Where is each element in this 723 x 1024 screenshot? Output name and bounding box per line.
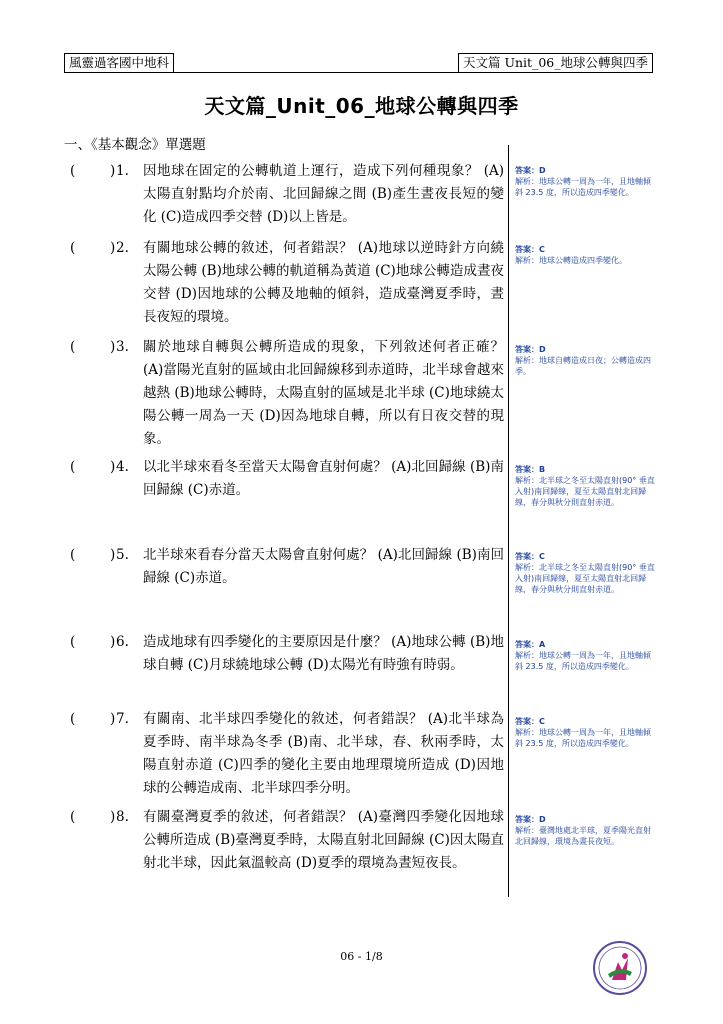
- answer-label: 答案：C: [515, 245, 545, 254]
- page-number: 06 - 1/8: [340, 950, 383, 963]
- question-text: 有關臺灣夏季的敘述，何者錯誤？ (A)臺灣四季變化因地球公轉所造成 (B)臺灣夏季時，太陽直射北回歸線 (C)因太陽直射北半球，因此氣溫較高 (D)夏季的環境為晝短夜長。: [143, 809, 504, 871]
- answer-label: 答案：D: [515, 815, 546, 824]
- analysis-text: 解析：地球公轉一周為一年，且地軸傾斜 23.5 度，所以造成四季變化。: [515, 728, 651, 748]
- question-number: 8.: [116, 809, 129, 825]
- answer-note-3: [515, 344, 655, 377]
- answer-paren-open[interactable]: (: [70, 240, 76, 256]
- question-5: [64, 544, 504, 590]
- answer-paren-close: ): [110, 459, 116, 475]
- question-text: 關於地球自轉與公轉所造成的現象，下列敘述何者正確？ (A)當陽光直射的區域由北回歸線移到赤道時，北半球會越來越熱 (B)地球公轉時，太陽直射的區域是北半球 (C)地球繞太陽公轉一周為一天 (D)因為地球自轉，所以有日夜交替的現象。: [143, 339, 504, 447]
- question-8: [64, 806, 504, 875]
- answer-label: 答案：D: [515, 345, 546, 354]
- question-text: 因地球在固定的公轉軌道上運行，造成下列何種現象？ (A)太陽直射點均介於南、北回歸線之間 (B)產生晝夜長短的變化 (C)造成四季交替 (D)以上皆是。: [143, 163, 504, 225]
- answer-label: 答案：D: [515, 166, 546, 175]
- answer-paren-open[interactable]: (: [70, 547, 76, 563]
- answer-note-7: [515, 716, 655, 749]
- answer-paren-open[interactable]: (: [70, 459, 76, 475]
- analysis-text: 解析：地球自轉造成日夜；公轉造成四季。: [515, 356, 651, 376]
- answer-paren-close: ): [110, 339, 116, 355]
- analysis-text: 解析：地球公轉造成四季變化。: [515, 256, 627, 265]
- question-1: [64, 160, 504, 229]
- question-number: 5.: [116, 547, 129, 563]
- answer-paren-close: ): [110, 547, 116, 563]
- answer-label: 答案：B: [515, 465, 546, 474]
- school-seal-logo-icon: [592, 940, 648, 996]
- question-number: 2.: [116, 240, 129, 256]
- header-divider: [64, 72, 653, 73]
- answer-paren-open[interactable]: (: [70, 711, 76, 727]
- section-heading: 一、《基本觀念》單選題: [64, 137, 206, 153]
- header-right: 天文篇 Unit_06_地球公轉與四季: [458, 53, 653, 73]
- answer-note-4: [515, 464, 655, 508]
- question-number: 4.: [116, 459, 129, 475]
- question-4: [64, 456, 504, 502]
- question-7: [64, 708, 504, 800]
- answer-note-6: [515, 639, 655, 672]
- answer-column-divider: [508, 145, 509, 897]
- question-text: 北半球來看春分當天太陽會直射何處？ (A)北回歸線 (B)南回歸線 (C)赤道。: [143, 547, 504, 586]
- answer-note-2: [515, 244, 655, 266]
- question-number: 1.: [116, 163, 129, 179]
- answer-label: 答案：C: [515, 552, 545, 561]
- question-number: 7.: [116, 711, 129, 727]
- question-6: [64, 631, 504, 677]
- question-text: 有關地球公轉的敘述，何者錯誤？ (A)地球以逆時針方向繞太陽公轉 (B)地球公轉的軌道稱為黃道 (C)地球公轉造成晝夜交替 (D)因地球的公轉及地軸的傾斜，造成臺灣夏季時，晝長夜短的環境。: [143, 240, 504, 325]
- answer-note-5: [515, 551, 655, 595]
- answer-paren-close: ): [110, 711, 116, 727]
- answer-note-1: [515, 165, 655, 198]
- header-left: 風靈過客國中地科: [64, 53, 174, 73]
- answer-paren-close: ): [110, 634, 116, 650]
- question-number: 3.: [116, 339, 129, 355]
- page-title: 天文篇_Unit_06_地球公轉與四季: [204, 94, 519, 118]
- answer-paren-open[interactable]: (: [70, 163, 76, 179]
- analysis-text: 解析：地球公轉一周為一年，且地軸傾斜 23.5 度，所以造成四季變化。: [515, 177, 651, 197]
- answer-label: 答案：C: [515, 717, 545, 726]
- answer-paren-close: ): [110, 163, 116, 179]
- analysis-text: 解析：北半球之冬至太陽直射(90° 垂直入射)南回歸線，夏至太陽直射北回歸線，春分與秋分則直射赤道。: [515, 563, 655, 594]
- analysis-text: 解析：北半球之冬至太陽直射(90° 垂直入射)南回歸線，夏至太陽直射北回歸線，春分與秋分則直射赤道。: [515, 476, 655, 507]
- question-text: 以北半球來看冬至當天太陽會直射何處？ (A)北回歸線 (B)南回歸線 (C)赤道。: [143, 459, 504, 498]
- answer-note-8: [515, 814, 655, 847]
- question-text: 造成地球有四季變化的主要原因是什麼？ (A)地球公轉 (B)地球自轉 (C)月球繞地球公轉 (D)太陽光有時強有時弱。: [143, 634, 504, 673]
- analysis-text: 解析：臺灣地處北半球，夏季陽光直射北回歸線，環境為晝長夜短。: [515, 826, 651, 846]
- answer-label: 答案：A: [515, 640, 546, 649]
- analysis-text: 解析：地球公轉一周為一年，且地軸傾斜 23.5 度，所以造成四季變化。: [515, 651, 651, 671]
- question-text: 有關南、北半球四季變化的敘述，何者錯誤？ (A)北半球為夏季時、南半球為冬季 (B)南、北半球，春、秋兩季時，太陽直射赤道 (C)四季的變化主要由地理環境所造成 (D)因地球的公轉造成南、北半球四季分明。: [143, 711, 504, 796]
- question-2: [64, 237, 504, 329]
- question-3: [64, 336, 504, 451]
- answer-paren-close: ): [110, 809, 116, 825]
- answer-paren-close: ): [110, 240, 116, 256]
- answer-paren-open[interactable]: (: [70, 809, 76, 825]
- answer-paren-open[interactable]: (: [70, 634, 76, 650]
- answer-paren-open[interactable]: (: [70, 339, 76, 355]
- question-number: 6.: [116, 634, 129, 650]
